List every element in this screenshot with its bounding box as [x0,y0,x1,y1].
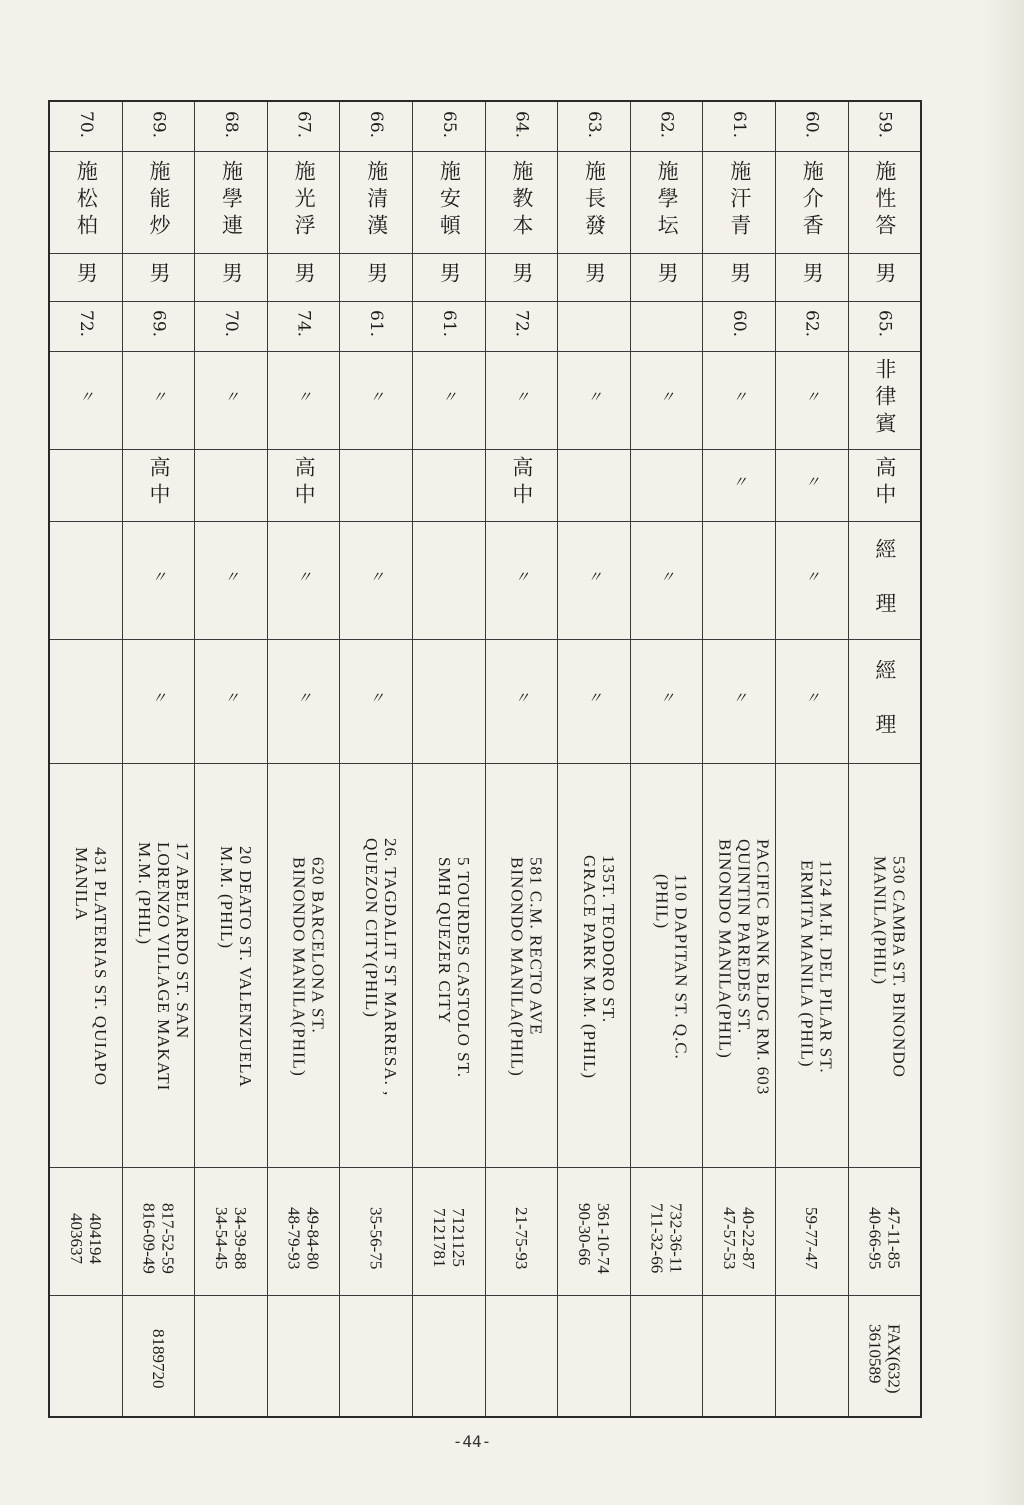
cell-education: 高中 [122,449,195,521]
cell-fax [775,1295,848,1417]
cell-address: 581 C.M. RECTO AVE BINONDO MANILA(PHIL) [485,763,558,1167]
page-edge-shadow [984,0,1024,1505]
row-number [49,101,921,151]
cell-title-1 [49,521,122,639]
cell-name: 施教本 [485,151,558,253]
cell-origin: 〃 [195,351,268,449]
cell-age: 72. [485,301,558,351]
cell-education: 〃 [775,449,848,521]
cell-sex: 男 [340,253,413,301]
cell-title-2 [412,639,485,763]
cell-origin: 〃 [703,351,776,449]
cell-address: 135T. TEODORO ST. GRACE PARK M.M. (PHIL) [558,763,631,1167]
cell-education [340,449,413,521]
cell-fax [485,1295,558,1417]
cell-title-2: 經 理 [848,639,921,763]
cell-telephone: 59-77-47 [775,1167,848,1295]
cell-education [630,449,703,521]
cell-title-1: 〃 [630,521,703,639]
cell-title-2: 〃 [558,639,631,763]
cell-education: 高中 [848,449,921,521]
cell-name: 施學坛 [630,151,703,253]
cell-education [49,449,122,521]
cell-fax [412,1295,485,1417]
cell-address: 5 TOURDES CASTOLO ST. SMH QUEZER CITY [412,763,485,1167]
cell-title-2: 〃 [195,639,268,763]
cell-telephone: 404194 403637 [49,1167,122,1295]
cell-origin: 〃 [49,351,122,449]
cell-telephone: 35-56-75 [340,1167,413,1295]
cell-telephone: 49-84-80 48-79-93 [267,1167,340,1295]
cell-name: 施松柏 [49,151,122,253]
cell-title-1: 〃 [485,521,558,639]
row-name [49,151,921,253]
cell-name: 施學連 [195,151,268,253]
row-address [49,763,921,1167]
cell-telephone: 7121125 7121781 [412,1167,485,1295]
cell-address: 20 DEATO ST. VALENZUELA M.M. (PHIL) [195,763,268,1167]
cell-name: 施汗青 [703,151,776,253]
cell-telephone: 47-11-85 40-66-95 [848,1167,921,1295]
cell-title-1 [412,521,485,639]
cell-title-2: 〃 [485,639,558,763]
cell-sex: 男 [49,253,122,301]
cell-name: 施性答 [848,151,921,253]
cell-name: 施長發 [558,151,631,253]
cell-origin: 〃 [558,351,631,449]
cell-age: 61. [340,301,413,351]
cell-education [412,449,485,521]
cell-number: 70. [49,101,122,151]
cell-address: 26. TAGDALIT ST MARRESA. , QUEZON CITY(PHIL) [340,763,413,1167]
cell-origin: 〃 [267,351,340,449]
cell-telephone: 40-22-87 47-57-53 [703,1167,776,1295]
cell-title-2: 〃 [340,639,413,763]
cell-name: 施能炒 [122,151,195,253]
cell-origin: 〃 [340,351,413,449]
cell-telephone: 361-10-74 90-30-66 [558,1167,631,1295]
cell-title-1: 經 理 [848,521,921,639]
row-sex [49,253,921,301]
cell-address: 17 ABELARDO ST. SAN LORENZO VILLAGE MAKATI M.M. (PHIL) [122,763,195,1167]
cell-title-2: 〃 [703,639,776,763]
cell-address: 1124 M.H. DEL PILAR ST. ERMITA MANILA (PHIL) [775,763,848,1167]
cell-name: 施清漢 [340,151,413,253]
cell-education [558,449,631,521]
cell-origin: 〃 [122,351,195,449]
cell-sex: 男 [848,253,921,301]
row-fax [49,1295,921,1417]
cell-education [195,449,268,521]
cell-title-1: 〃 [195,521,268,639]
cell-telephone: 732-36-11 711-32-66 [630,1167,703,1295]
cell-fax [630,1295,703,1417]
cell-sex: 男 [195,253,268,301]
cell-sex: 男 [775,253,848,301]
page-number: -44- [452,1432,492,1451]
cell-age: 65. [848,301,921,351]
cell-title-1: 〃 [267,521,340,639]
row-title-2 [49,639,921,763]
cell-sex: 男 [122,253,195,301]
cell-origin: 非律賓 [848,351,921,449]
cell-fax [340,1295,413,1417]
cell-sex: 男 [558,253,631,301]
cell-number: 59. [848,101,921,151]
cell-age: 74. [267,301,340,351]
cell-fax [558,1295,631,1417]
cell-sex: 男 [267,253,340,301]
cell-fax [267,1295,340,1417]
cell-fax: 8189720 [122,1295,195,1417]
cell-sex: 男 [412,253,485,301]
cell-telephone: 21-75-93 [485,1167,558,1295]
cell-number: 63. [558,101,631,151]
member-directory-table [48,100,922,1418]
row-age [49,301,921,351]
cell-number: 66. [340,101,413,151]
cell-fax [195,1295,268,1417]
cell-name: 施安頓 [412,151,485,253]
cell-age: 62. [775,301,848,351]
cell-number: 65. [412,101,485,151]
cell-title-1: 〃 [122,521,195,639]
cell-age: 60. [703,301,776,351]
cell-title-1: 〃 [558,521,631,639]
cell-fax [49,1295,122,1417]
cell-fax: FAX(632) 3610589 [848,1295,921,1417]
cell-number: 62. [630,101,703,151]
cell-title-1 [703,521,776,639]
cell-number: 61. [703,101,776,151]
cell-age [630,301,703,351]
cell-age: 70. [195,301,268,351]
cell-origin: 〃 [775,351,848,449]
cell-title-2: 〃 [775,639,848,763]
cell-age: 72. [49,301,122,351]
cell-number: 68. [195,101,268,151]
cell-education: 高中 [485,449,558,521]
cell-number: 67. [267,101,340,151]
cell-origin: 〃 [630,351,703,449]
cell-title-2: 〃 [267,639,340,763]
cell-age [558,301,631,351]
row-telephone [49,1167,921,1295]
cell-address: 431 PLATERIAS ST. QUIAPO MANILA [49,763,122,1167]
row-title-1 [49,521,921,639]
cell-fax [703,1295,776,1417]
cell-telephone: 34-39-88 34-54-45 [195,1167,268,1295]
cell-telephone: 817-52-59 816-09-49 [122,1167,195,1295]
cell-age: 61. [412,301,485,351]
cell-origin: 〃 [412,351,485,449]
cell-title-1: 〃 [340,521,413,639]
cell-title-2: 〃 [122,639,195,763]
row-origin [49,351,921,449]
cell-education: 〃 [703,449,776,521]
cell-education: 高中 [267,449,340,521]
cell-name: 施光浮 [267,151,340,253]
cell-title-2 [49,639,122,763]
cell-address: PACIFIC BANK BLDG RM. 603 QUINTIN PAREDES ST. BINONDO MANILA(PHIL) [703,763,776,1167]
cell-address: 530 CAMBA ST. BINONDO MANILA(PHIL) [848,763,921,1167]
cell-title-1: 〃 [775,521,848,639]
cell-address: 620 BARCELONA ST. BINONDO MANILA(PHIL) [267,763,340,1167]
cell-origin: 〃 [485,351,558,449]
cell-address: 110 DAPITAN ST. Q.C. (PHIL) [630,763,703,1167]
cell-title-2: 〃 [630,639,703,763]
cell-sex: 男 [703,253,776,301]
cell-name: 施介香 [775,151,848,253]
row-education [49,449,921,521]
cell-number: 69. [122,101,195,151]
cell-number: 60. [775,101,848,151]
cell-sex: 男 [630,253,703,301]
cell-sex: 男 [485,253,558,301]
cell-number: 64. [485,101,558,151]
cell-age: 69. [122,301,195,351]
